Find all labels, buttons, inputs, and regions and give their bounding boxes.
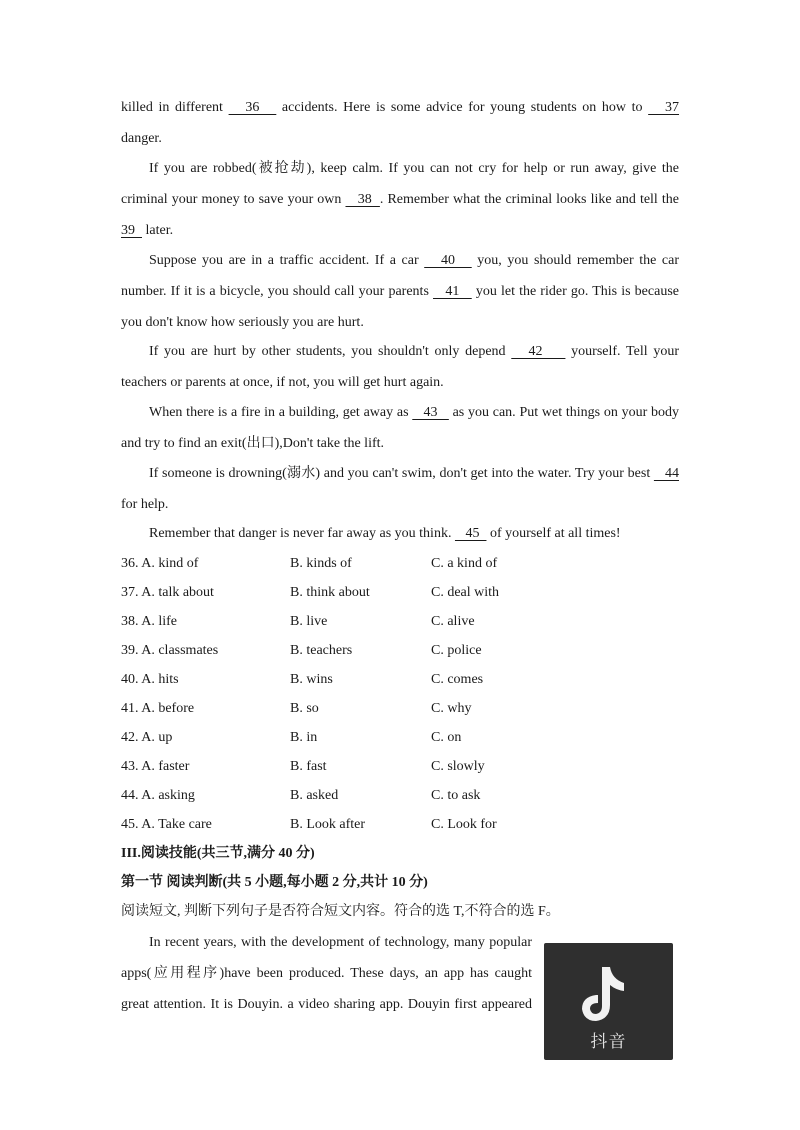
option-c: C. police xyxy=(431,643,482,658)
option-c: C. Look for xyxy=(431,817,497,832)
blank-44: 44 xyxy=(653,466,679,481)
passage-line: If you are hurt by other students, you shouldn't only depend 42 yourself. Tell your xyxy=(149,344,679,359)
option-b: B. asked xyxy=(290,788,339,803)
blank-43: 43 xyxy=(412,405,449,420)
passage-line: danger. xyxy=(121,131,162,146)
reading-line: apps(应用程序)have been produced. These days, an app has caught xyxy=(121,966,532,981)
option-a: 36. A. kind of xyxy=(121,556,199,571)
option-a: 43. A. faster xyxy=(121,759,190,774)
blank-41: 41 xyxy=(433,284,472,299)
option-b: B. in xyxy=(290,730,318,745)
douyin-logo xyxy=(544,943,673,1060)
option-b: B. Look after xyxy=(290,817,366,832)
blank-45: 45 xyxy=(454,526,487,541)
option-a: 38. A. life xyxy=(121,614,177,629)
passage-line: 39 later. xyxy=(121,223,174,238)
option-c: C. comes xyxy=(431,672,484,687)
passage-line: When there is a fire in a building, get away as 43 as you can. Put wet things on your body xyxy=(149,405,680,420)
blank-39: 39 xyxy=(121,223,142,238)
blank-40: 40 xyxy=(424,253,472,268)
reading-line: In recent years, with the development of technology, many popular xyxy=(149,935,532,950)
option-a: 45. A. Take care xyxy=(121,817,212,832)
option-c: C. on xyxy=(431,730,462,745)
section-heading: III.阅读技能(共三节,满分 40 分) xyxy=(121,846,315,861)
passage-line: you don't know how seriously you are hurt. xyxy=(121,315,364,330)
option-c: C. to ask xyxy=(431,788,481,803)
option-c: C. deal with xyxy=(431,585,500,600)
option-b: B. fast xyxy=(290,759,327,774)
blank-38: 38 xyxy=(345,192,380,207)
option-b: B. think about xyxy=(290,585,370,600)
option-a: 40. A. hits xyxy=(121,672,179,687)
option-a: 39. A. classmates xyxy=(121,643,219,658)
blank-42: 42 xyxy=(511,344,566,359)
passage-line: number. If it is a bicycle, you should call your parents 41 you let the rider go. This is because xyxy=(121,284,679,299)
option-b: B. live xyxy=(290,614,328,629)
reading-line: great attention. It is Douyin. a video sharing app. Douyin first appeared xyxy=(121,997,532,1012)
passage-line: killed in different 36 accidents. Here is some advice for young students on how to 37 xyxy=(121,100,680,115)
passage-line: Remember that danger is never far away as you think. 45 of yourself at all times! xyxy=(149,526,621,541)
option-b: B. teachers xyxy=(290,643,353,658)
passage-line: If you are robbed(被抢劫), keep calm. If you can not cry for help or run away, give the xyxy=(149,161,679,176)
passage-line: teachers or parents at once, if not, you will get hurt again. xyxy=(121,375,444,390)
passage-line: If someone is drowning(溺水) and you can't swim, don't get into the water. Try your best 44 xyxy=(149,466,679,481)
option-c: C. slowly xyxy=(431,759,485,774)
blank-37: 37 xyxy=(648,100,680,115)
option-c: C. alive xyxy=(431,614,475,629)
passage-line: criminal your money to save your own 38 . Remember what the criminal looks like and tell the xyxy=(121,192,680,207)
option-a: 44. A. asking xyxy=(121,788,195,803)
passage-line: Suppose you are in a traffic accident. If a car 40 you, you should remember the car xyxy=(149,253,680,268)
douyin-logo-text: 抖音 xyxy=(590,1032,627,1052)
option-b: B. wins xyxy=(290,672,333,687)
instruction-text: 阅读短文, 判断下列句子是否符合短文内容。符合的选 T,不符合的选 F。 xyxy=(121,904,560,919)
option-c: C. a kind of xyxy=(431,556,498,571)
option-b: B. kinds of xyxy=(290,556,352,571)
option-a: 41. A. before xyxy=(121,701,195,716)
option-b: B. so xyxy=(290,701,319,716)
blank-36: 36 xyxy=(228,100,277,115)
passage-line: for help. xyxy=(121,497,169,512)
subsection-heading: 第一节 阅读判断(共 5 小题,每小题 2 分,共计 10 分) xyxy=(121,875,428,890)
option-a: 42. A. up xyxy=(121,730,173,745)
option-a: 37. A. talk about xyxy=(121,585,214,600)
option-c: C. why xyxy=(431,701,472,716)
passage-line: and try to find an exit(出口),Don't take the lift. xyxy=(121,436,385,451)
